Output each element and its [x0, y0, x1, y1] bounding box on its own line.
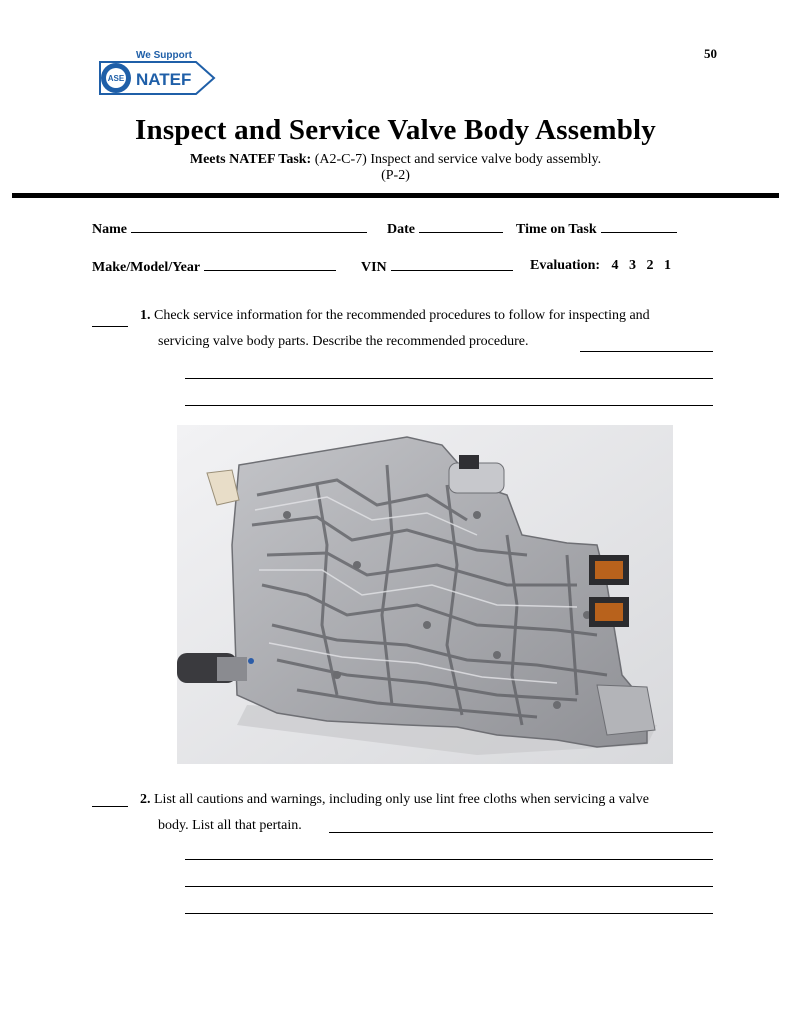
q2-answer-line[interactable]: [185, 859, 713, 860]
task-label: Meets NATEF Task:: [189, 152, 312, 167]
page-title: Inspect and Service Valve Body Assembly: [135, 114, 656, 146]
valve-body-illustration: [177, 425, 673, 764]
name-blank[interactable]: [131, 220, 367, 233]
time-on-task-label: Time on Task: [516, 222, 597, 237]
time-on-task-field: [516, 220, 677, 238]
natef-logo: [96, 44, 220, 102]
evaluation-label: Evaluation:: [530, 258, 601, 273]
vin-label: VIN: [361, 260, 387, 275]
name-field: [92, 220, 367, 238]
q2-answer-line[interactable]: [185, 886, 713, 887]
vin-field: [361, 258, 513, 276]
question-1: [140, 303, 720, 355]
page-number: 50: [704, 46, 717, 61]
evaluation-field: [530, 258, 671, 274]
q2-line2: body. List all that pertain.: [158, 818, 302, 833]
q1-line1: Check service information for the recommended procedures to follow for inspecting and: [154, 308, 650, 323]
date-label: Date: [387, 222, 415, 237]
q2-answer-line[interactable]: [185, 913, 713, 914]
q1-number: 1.: [140, 308, 151, 323]
logo-tagline: We Support: [136, 50, 192, 61]
task-text: (A2-C-7) Inspect and service valve body assembly.: [314, 152, 602, 167]
task-priority: (P-2): [381, 168, 410, 183]
q2-check-blank[interactable]: [92, 792, 128, 807]
q2-answer-line[interactable]: [329, 832, 713, 833]
vin-blank[interactable]: [391, 258, 513, 271]
q1-line2: servicing valve body parts. Describe the recommended procedure.: [158, 334, 529, 349]
make-model-year-field: [92, 258, 336, 276]
date-field: [387, 220, 503, 238]
header-rule: [12, 193, 779, 198]
valve-body-photo: [177, 425, 673, 764]
q2-line1: List all cautions and warnings, including only use lint free cloths when servicing a valve: [154, 792, 649, 807]
q2-number: 2.: [140, 792, 151, 807]
make-model-year-blank[interactable]: [204, 258, 336, 271]
name-label: Name: [92, 222, 127, 237]
evaluation-scores[interactable]: 4 3 2 1: [611, 258, 672, 273]
q1-check-blank[interactable]: [92, 312, 128, 327]
q1-answer-line[interactable]: [580, 351, 713, 352]
ase-natef-logo-graphic: [96, 44, 220, 102]
date-blank[interactable]: [419, 220, 503, 233]
task-line: [0, 152, 791, 168]
q1-answer-line[interactable]: [185, 378, 713, 379]
q1-answer-line[interactable]: [185, 405, 713, 406]
logo-badge: ASE: [107, 74, 125, 83]
make-model-year-label: Make/Model/Year: [92, 260, 201, 275]
logo-brand: NATEF: [136, 70, 192, 89]
time-on-task-blank[interactable]: [601, 220, 677, 233]
